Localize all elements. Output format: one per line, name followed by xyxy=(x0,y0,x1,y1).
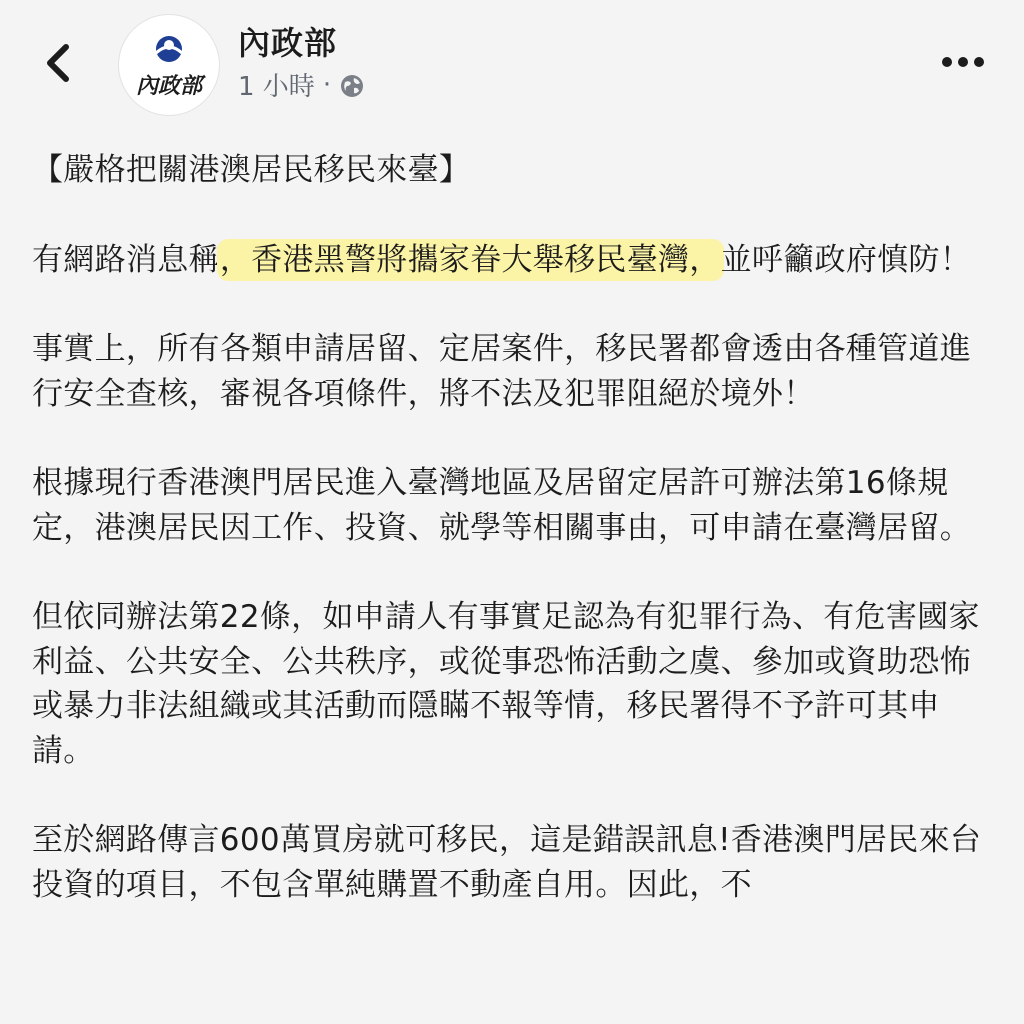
globe-icon[interactable] xyxy=(339,73,365,99)
post-body xyxy=(32,148,1000,952)
post-paragraph-2: 事實上，所有各類申請居留、定居案件，移民署都會透由各種管道進行安全查核，審視各項條件，將不法及犯罪阻絕於境外！ xyxy=(32,331,971,412)
avatar[interactable] xyxy=(118,14,220,116)
post-paragraph-3: 根據現行香港澳門居民進入臺灣地區及居留定居許可辦法第16條規定，港澳居民因工作、投資、就學等相關事由，可申請在臺灣居留。 xyxy=(32,465,971,546)
paragraph-1-lead: 有網路消息稱 xyxy=(32,241,220,278)
more-options-button[interactable] xyxy=(938,42,988,82)
meta-separator: · xyxy=(322,69,332,100)
post-paragraph-1 xyxy=(32,238,1000,283)
back-button[interactable] xyxy=(36,38,80,88)
paragraph-1-tail: 並呼籲政府慎防！ xyxy=(720,241,972,278)
post-header xyxy=(0,0,1024,120)
post-meta xyxy=(238,66,365,103)
post-paragraph-5: 至於網路傳言600萬買房就可移民，這是錯誤訊息!香港澳門居民來台投資的項目，不包含單純購置不動產自用。因此，不 xyxy=(32,822,982,903)
svg-text:內政部: 內政部 xyxy=(135,73,203,99)
post-title: 【嚴格把關港澳居民移民來臺】 xyxy=(32,152,471,188)
post-time[interactable]: 1 小時 xyxy=(238,72,315,102)
page-name-link[interactable]: 內政部 xyxy=(238,24,338,62)
ministry-logo xyxy=(119,15,219,115)
highlighted-text: ，香港黑警將攜家眷大舉移民臺灣， xyxy=(219,241,721,278)
post-paragraph-4: 但依同辦法第22條，如申請人有事實足認為有犯罪行為、有危害國家利益、公共安全、公共秩序，或從事恐怖活動之虞、參加或資助恐怖或暴力非法組織或其活動而隱瞞不報等情，移民署得不予許可其申請。 xyxy=(32,599,980,769)
more-horizontal-icon xyxy=(941,56,985,68)
chevron-left-icon xyxy=(44,41,72,85)
